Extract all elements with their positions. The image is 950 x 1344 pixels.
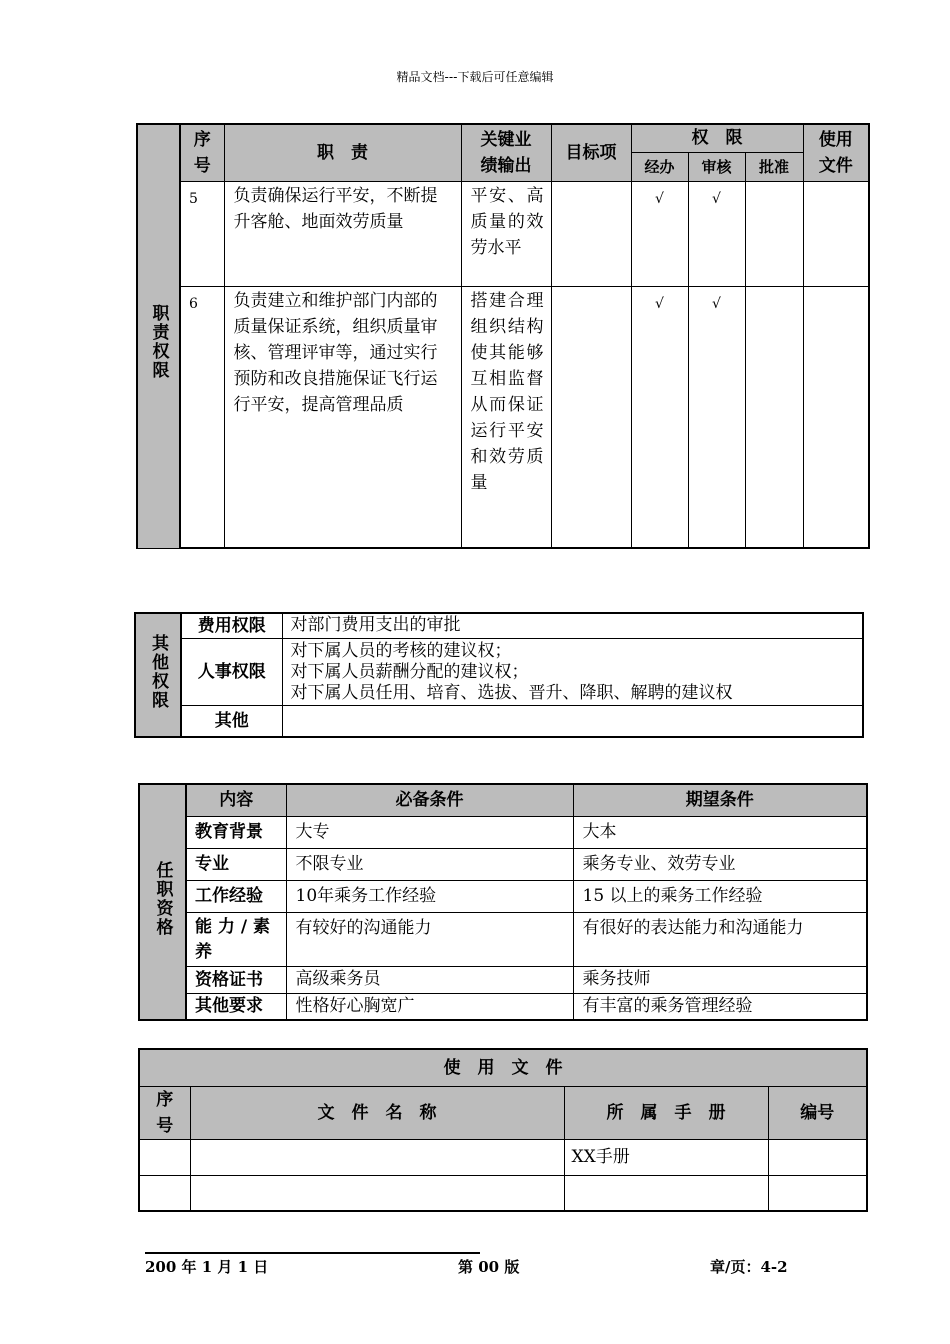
- other-authority-table: [134, 612, 864, 738]
- table-row: [139, 880, 867, 912]
- col-duty-header: 职 责: [224, 124, 461, 181]
- row-required: 不限专业: [286, 848, 573, 880]
- col-docs-header: 使用文件: [803, 124, 869, 181]
- row-handle-check: √: [631, 286, 688, 548]
- personnel-authority-label: 人事权限: [181, 638, 282, 705]
- footer-page: 章/页：4-2: [710, 1258, 788, 1276]
- row-approve: [745, 286, 803, 548]
- row-seq: 6: [180, 286, 224, 548]
- col-review-header: 审核: [688, 152, 745, 181]
- col-expected-header: 期望条件: [573, 784, 867, 816]
- table-row: [139, 848, 867, 880]
- responsibility-table: [136, 123, 870, 549]
- table-row: [139, 816, 867, 848]
- col-approve-header: 批准: [745, 152, 803, 181]
- col-doc-manual-header: 所 属 手 册: [564, 1086, 768, 1139]
- row-expected: 乘务专业、效劳专业: [573, 848, 867, 880]
- footer-divider: [145, 1252, 480, 1254]
- col-target-header: 目标项: [551, 124, 631, 181]
- row-label: 教育背景: [186, 816, 286, 848]
- personnel-authority-value: [282, 638, 863, 705]
- row-docs: [803, 286, 869, 548]
- doc-code: [768, 1139, 867, 1175]
- row-label: 其他要求: [186, 993, 286, 1020]
- row-target: [551, 286, 631, 548]
- doc-code: [768, 1175, 867, 1211]
- personnel-authority-line: 对下属人员薪酬分配的建议权；: [290, 661, 529, 682]
- footer-version: 第 00 版: [458, 1258, 520, 1276]
- col-handle-header: 经办: [631, 152, 688, 181]
- row-label: 能 力 / 素养: [186, 912, 286, 966]
- qualification-table: [138, 783, 868, 1021]
- row-required: 性格好心胸宽广: [286, 993, 573, 1020]
- table-row: [137, 181, 869, 286]
- doc-manual: XX手册: [564, 1139, 768, 1175]
- doc-name: [190, 1175, 564, 1211]
- table-row: [139, 1175, 867, 1211]
- doc-name: [190, 1139, 564, 1175]
- row-required: 有较好的沟通能力: [286, 912, 573, 966]
- header-note: 精品文档---下载后可任意编辑: [396, 70, 554, 84]
- other-authority-side-label: 其他权限: [135, 613, 181, 737]
- col-doc-code-header: 编号: [768, 1086, 867, 1139]
- cost-authority-label: 费用权限: [181, 613, 282, 638]
- cost-authority-line: 对部门费用支出的审批: [290, 615, 461, 635]
- documents-table: [138, 1048, 868, 1212]
- col-content-header: 内容: [186, 784, 286, 816]
- row-expected: 有很好的表达能力和沟通能力: [573, 912, 867, 966]
- row-label: 资格证书: [186, 966, 286, 993]
- responsibility-side-label: 职责权限: [137, 124, 180, 548]
- other-value: [282, 705, 863, 737]
- row-expected: 乘务技师: [573, 966, 867, 993]
- col-doc-name-header: 文 件 名 称: [190, 1086, 564, 1139]
- table-row: [139, 993, 867, 1020]
- table-row: [139, 912, 867, 966]
- row-label: 工作经验: [186, 880, 286, 912]
- documents-title: 使 用 文 件: [139, 1049, 867, 1086]
- row-review-check: √: [688, 286, 745, 548]
- row-kpi: 搭建合理组织结构使其能够互相监督从而保证运行平安和效劳质量: [461, 286, 551, 548]
- table-row: [137, 286, 869, 548]
- row-expected: 大本: [573, 816, 867, 848]
- col-seq-header: 序号: [180, 124, 224, 181]
- row-target: [551, 181, 631, 286]
- table-row: [139, 1139, 867, 1175]
- doc-seq: [139, 1139, 190, 1175]
- row-duty: 负责建立和维护部门内部的质量保证系统，组织质量审核、管理评审等，通过实行预防和改良措施保证飞行运行平安，提高管理品质: [224, 286, 461, 548]
- personnel-authority-line: 对下属人员任用、培育、选拔、晋升、降职、解聘的建议权: [290, 682, 733, 703]
- row-expected: 有丰富的乘务管理经验: [573, 993, 867, 1020]
- col-authority-header: 权 限: [631, 124, 803, 152]
- row-kpi: 平安、高质量的效劳水平: [461, 181, 551, 286]
- col-doc-seq-header: 序号: [139, 1086, 190, 1139]
- col-required-header: 必备条件: [286, 784, 573, 816]
- cost-authority-value: [282, 613, 863, 638]
- row-approve: [745, 181, 803, 286]
- other-label: 其他: [181, 705, 282, 737]
- row-label: 专业: [186, 848, 286, 880]
- table-row: [139, 966, 867, 993]
- doc-manual: [564, 1175, 768, 1211]
- doc-seq: [139, 1175, 190, 1211]
- row-seq: 5: [180, 181, 224, 286]
- row-required: 大专: [286, 816, 573, 848]
- footer-date: 200 年 1 月 1 日: [145, 1258, 269, 1276]
- row-docs: [803, 181, 869, 286]
- row-handle-check: √: [631, 181, 688, 286]
- qualification-side-label: 任职资格: [139, 784, 186, 1020]
- row-review-check: √: [688, 181, 745, 286]
- col-kpi-header: 关键业绩输出: [461, 124, 551, 181]
- row-duty: 负责确保运行平安，不断提升客舱、地面效劳质量: [224, 181, 461, 286]
- row-required: 高级乘务员: [286, 966, 573, 993]
- row-required: 10年乘务工作经验: [286, 880, 573, 912]
- row-expected: 15 以上的乘务工作经验: [573, 880, 867, 912]
- personnel-authority-line: 对下属人员的考核的建议权；: [290, 640, 512, 661]
